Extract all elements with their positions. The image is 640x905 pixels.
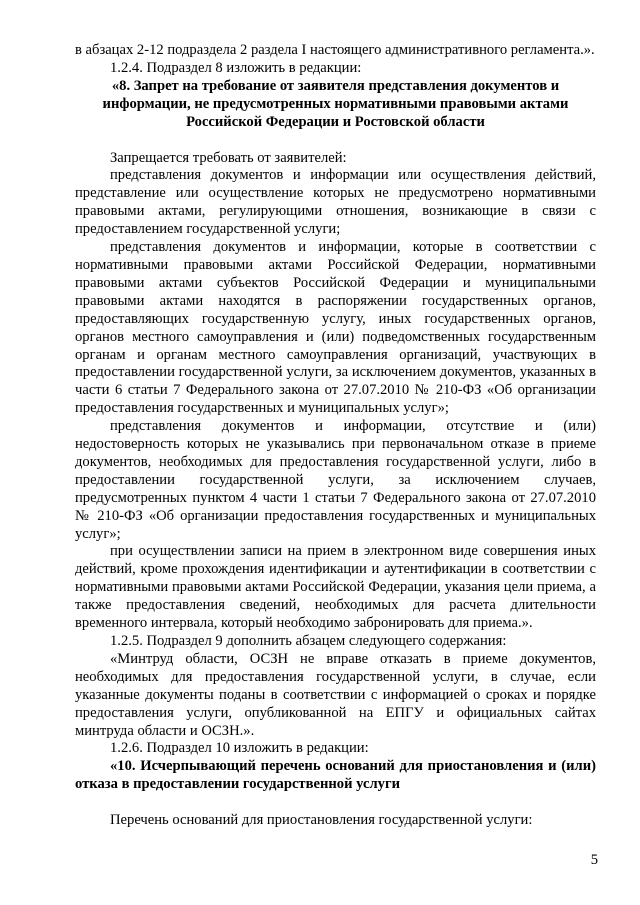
paragraph-prohibition-intro: Запрещается требовать от заявителей:: [110, 149, 347, 166]
section-heading-8: «8. Запрет на требование от заявителя представления документов и информации, не предусмотренных нормативными правовыми актами Российской Федерации и Ростовской области: [102, 77, 569, 130]
section-heading-10: «10. Исчерпывающий перечень оснований для приостановления и (или) отказа в предоставлении государственной услуги: [75, 758, 596, 793]
paragraph-prohibition-item-1: представления документов и информации или осуществления действий, представление или осуществление которых не предусмотрено нормативными правовыми актами, регулирующими отношения, возникающие в связи с предоставлением государственной услуги;: [75, 167, 596, 238]
paragraph-continuation: в абзацах 2-12 подраздела 2 раздела I настоящего административного регламента.».: [75, 42, 595, 58]
paragraph-amendment-1-2-5: 1.2.5. Подраздел 9 дополнить абзацем следующего содержания:: [110, 633, 507, 649]
paragraph-prohibition-item-2: представления документов и информации, которые в соответствии с нормативными правовыми актами Российской Федерации, нормативными правовыми актами субъектов Российской Федерации и муниципальными правовыми актами находятся в распоряжении государственных органов, предоставляющих государственную услугу, иных государственных органов, органов местного самоуправления и (или) подведомственных государственным органам и органам местного самоуправления организаций, участвующих в предоставлении государственной услуги, за исключением документов, указанных в части 6 статьи 7 Федерального закона от 27.07.2010 № 210-ФЗ «Об организации предоставления государственных и муниципальных услуг»;: [75, 239, 596, 417]
paragraph-prohibition-item-3: представления документов и информации, отсутствие и (или) недостоверность которых не указывались при первоначальном отказе в приеме документов, необходимых для предоставления государственной услуги, либо в предоставлении государственной услуги, за исключением случаев, предусмотренных пунктом 4 части 1 статьи 7 Федерального закона от 27.07.2010 № 210-ФЗ «Об организации предоставления государственных и муниципальных услуг»;: [75, 418, 596, 542]
paragraph-amendment-1-2-6: 1.2.6. Подраздел 10 изложить в редакции:: [110, 740, 369, 757]
page-number: 5: [590, 852, 598, 868]
spacer: [75, 794, 596, 812]
paragraph-amendment-1-2-4: 1.2.4. Подраздел 8 изложить в редакции:: [110, 59, 362, 76]
paragraph-minstrud-clause: «Минтруд области, ОСЗН не вправе отказать в приеме документов, необходимых для предоставления государственной услуги, в случае, если указанные документы поданы в соответствии с информацией о сроках и порядке предоставления услуги, опубликованной на ЕПГУ и официальных сайтах минтруда области и ОСЗН.».: [75, 650, 596, 739]
paragraph-suspension-list-intro: Перечень оснований для приостановления государственной услуги:: [110, 812, 533, 829]
spacer: [75, 132, 596, 150]
document-body: [75, 42, 596, 830]
paragraph-prohibition-item-4: при осуществлении записи на прием в электронном виде совершения иных действий, кроме прохождения идентификации и аутентификации в соответствии с нормативными правовыми актами Российской Федерации, указания цели приема, а также предоставления сведений, необходимых для расчета длительности временного интервала, который необходимо забронировать для приема.».: [75, 543, 596, 632]
